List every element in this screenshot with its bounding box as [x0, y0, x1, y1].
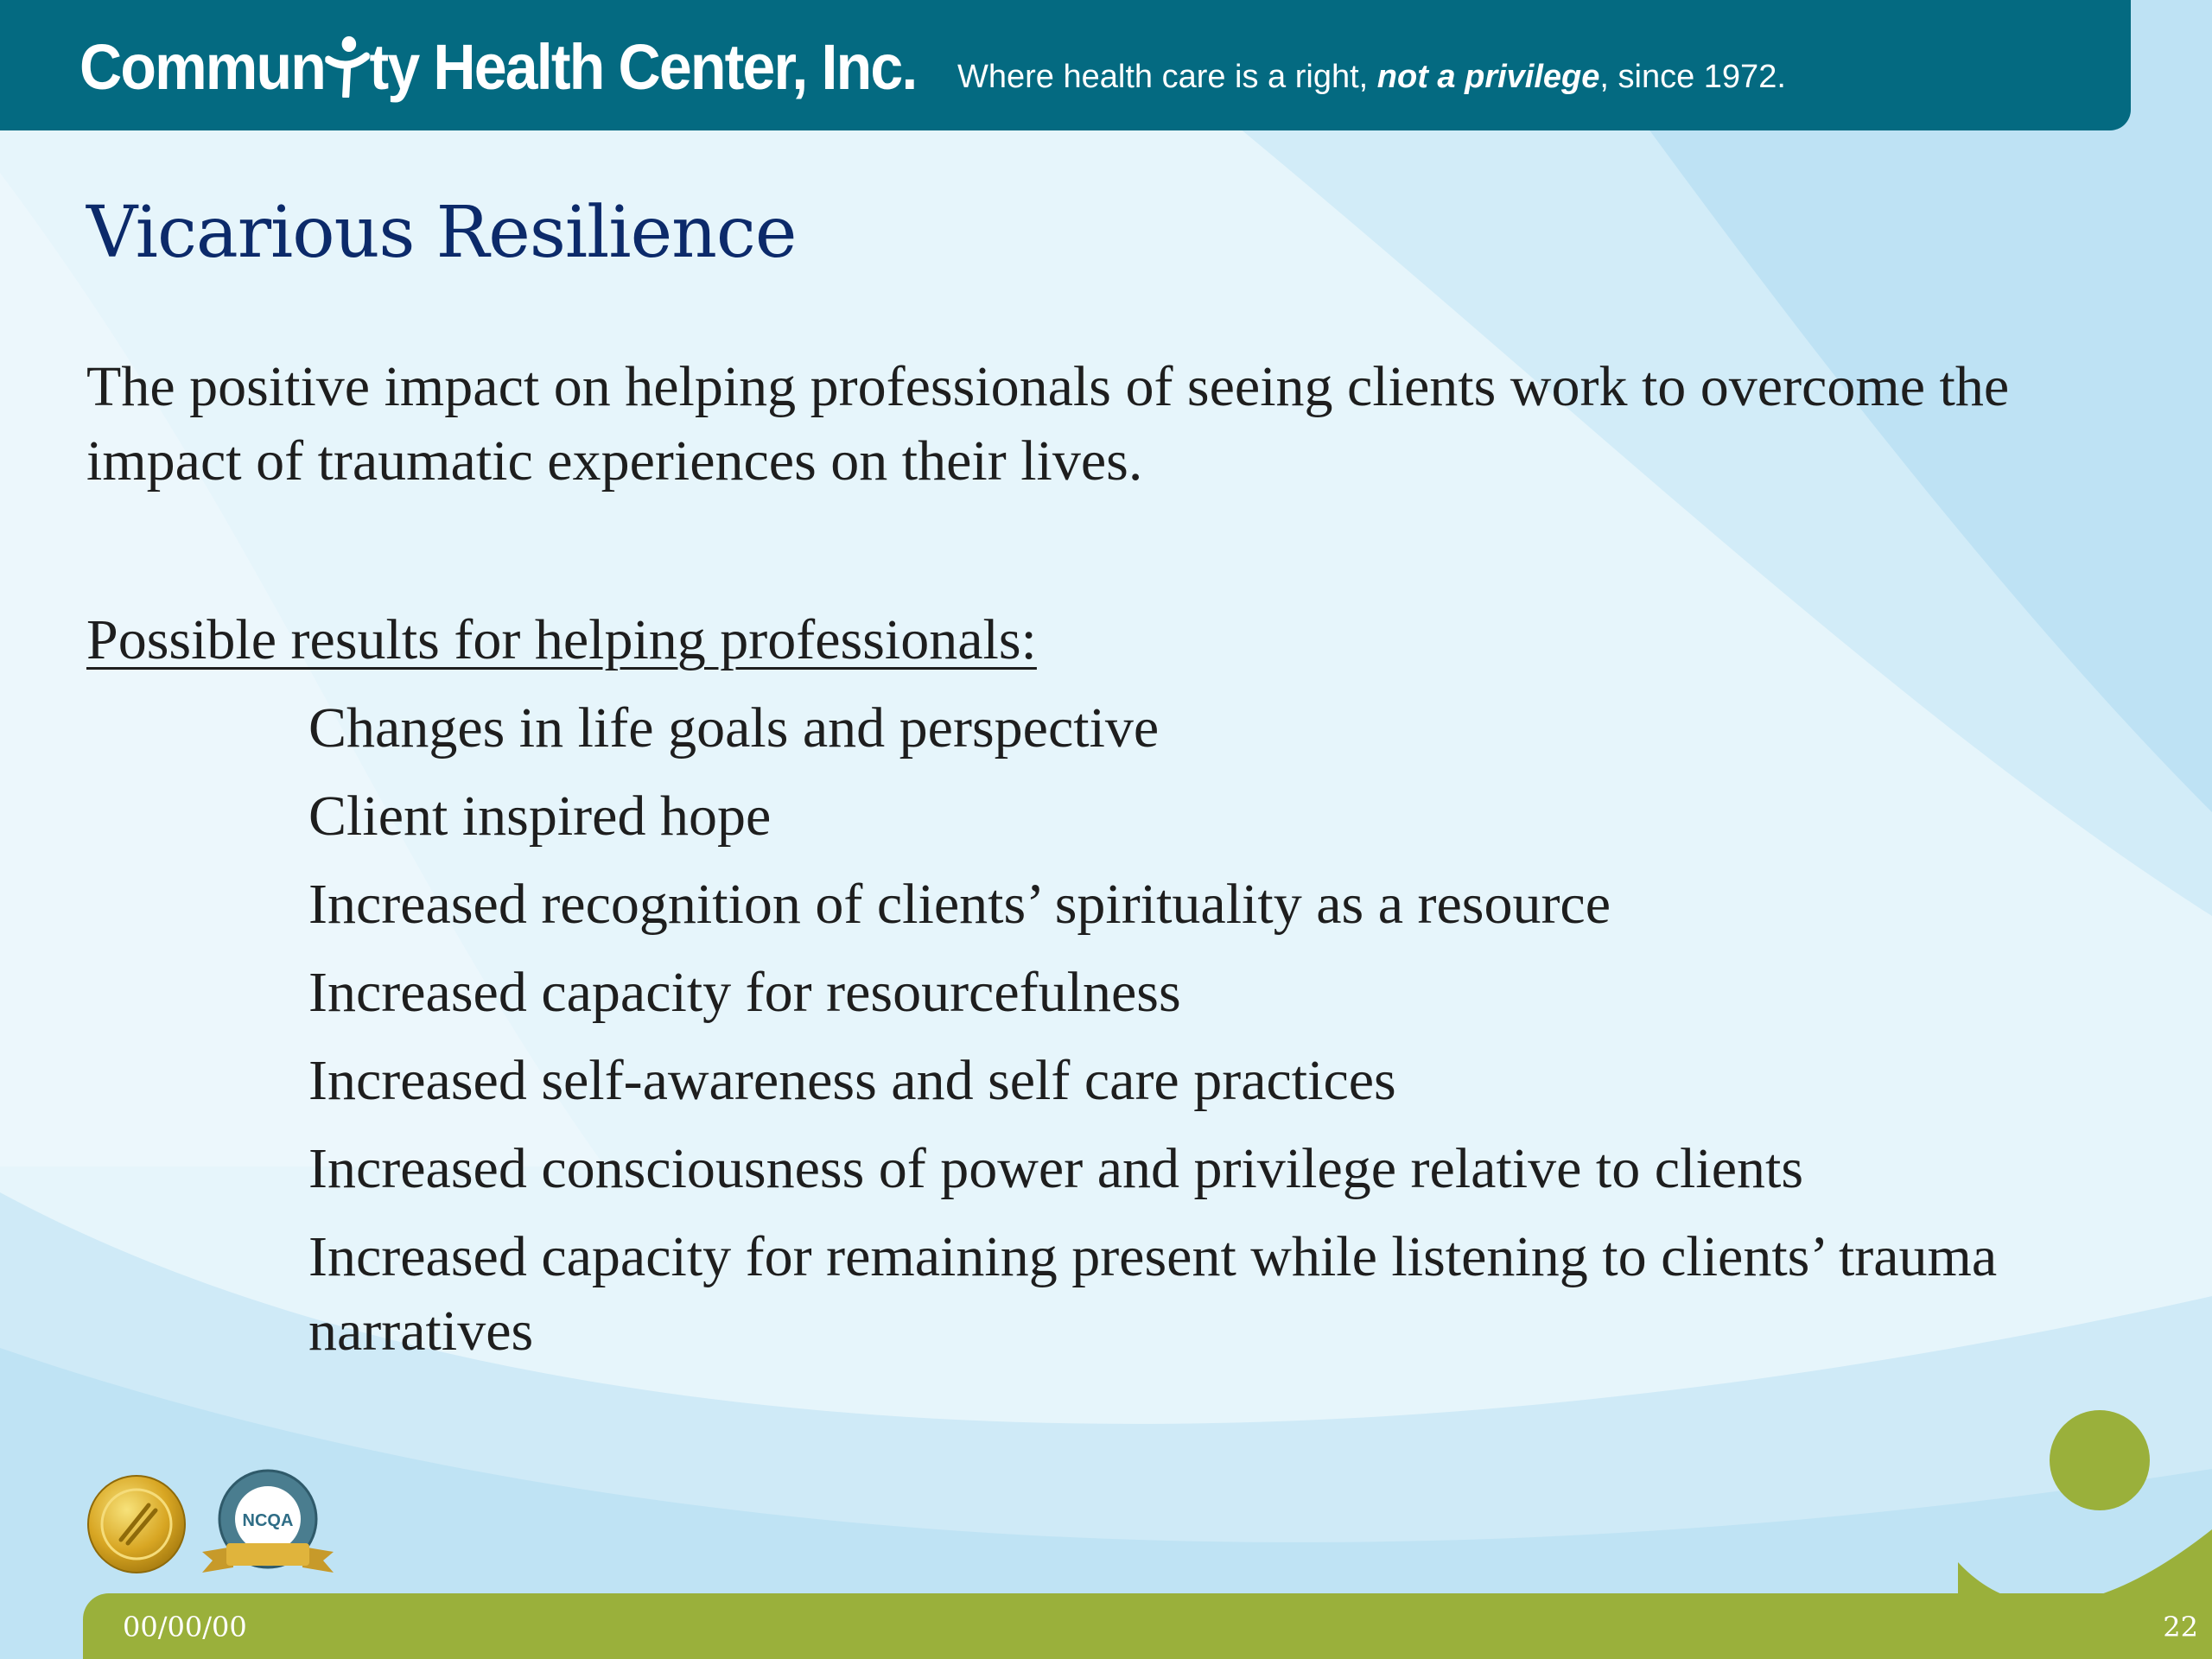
footer-date: 00/00/00 — [123, 1611, 247, 1643]
list-item: Increased capacity for remaining present while listening to clients’ trauma narratives — [308, 1225, 1998, 1363]
tagline-before: Where health care is a right, — [957, 59, 1377, 95]
chc-figure-logo-icon — [1953, 1400, 2212, 1616]
header-tagline — [957, 55, 1786, 99]
brand-logo — [79, 24, 916, 111]
list-item: Increased recognition of clients’ spirituality as a resource — [308, 873, 1611, 936]
list-item: Increased capacity for resourcefulness — [308, 961, 1181, 1024]
slide-footer — [83, 1593, 2212, 1659]
tagline-emphasis: not a privilege — [1376, 59, 1600, 95]
list-item: Increased self-awareness and self care practices — [308, 1049, 1396, 1112]
brand-prefix: Commun — [79, 31, 325, 103]
brand-suffix: ty Health Center, Inc. — [369, 31, 917, 103]
slide-title: Vicarious Resilience — [86, 192, 797, 274]
list-item: Changes in life goals and perspective — [308, 696, 1160, 760]
results-heading: Possible results for helping professionals: — [86, 608, 1037, 671]
slide-header — [0, 0, 2131, 130]
figure-icon — [325, 34, 370, 98]
joint-commission-seal-icon — [86, 1474, 187, 1574]
ncqa-label: NCQA — [242, 1511, 294, 1530]
results-list — [308, 691, 2037, 1382]
definition-text: The positive impact on helping professionals of seeing clients work to overcome the impact of traumatic experiences on their lives. — [86, 355, 2010, 493]
tagline-after: , since 1972. — [1599, 59, 1786, 95]
page-number: 22 — [2163, 1611, 2198, 1643]
list-item: Increased consciousness of power and privilege relative to clients — [308, 1137, 1804, 1200]
list-item: Client inspired hope — [308, 785, 772, 848]
ncqa-badge-icon — [199, 1469, 337, 1583]
